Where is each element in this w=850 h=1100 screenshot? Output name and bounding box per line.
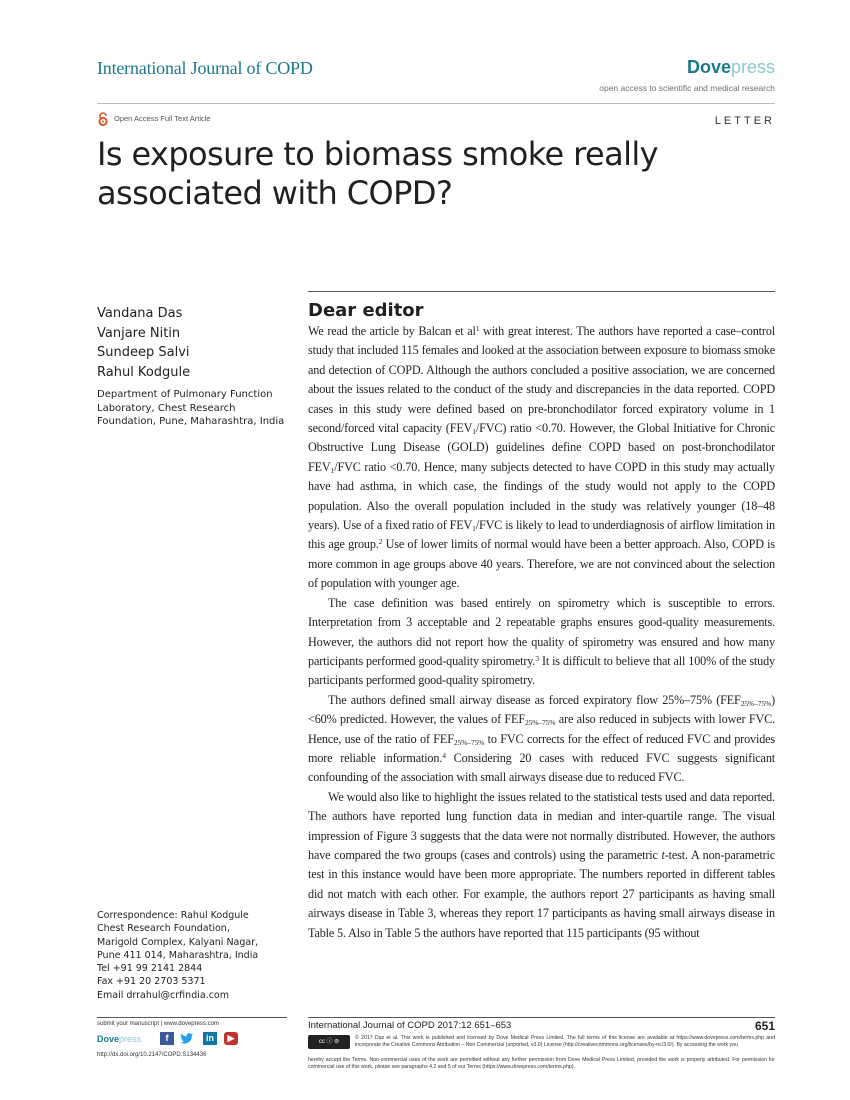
submit-manuscript-link[interactable]: submit your manuscript | www.dovepress.com	[97, 1021, 219, 1027]
section-heading: Dear editor	[308, 300, 424, 321]
publisher-logo[interactable]	[687, 57, 775, 78]
open-access-lock-icon	[97, 112, 109, 126]
license-text: © 2017 Das et al. This work is published and licensed by Dove Medical Press Limited. The full terms of this license are available at https://www.dovepress.com/terms.php and incorporate the Creative Commons Attribution – Non Commercial (unported, v3.0) License (http://creativecommons.org/licenses/by-nc/3.0/). By accessing the work you	[355, 1035, 775, 1049]
reference-link[interactable]: 1	[475, 324, 480, 334]
letter-body	[308, 322, 775, 943]
body-paragraph: The authors defined small airway disease as forced expiratory flow 25%–75% $(FEF_{25\%-75\%}) <60\%$ predicted. However, the values of $FEF_{25\%-75\%}$ are also reduced in subjects with lower FVC. Hence, use of the ratio of $FEF_{25\%-75\%}$ to FVC corrects for the effect of reduced FVC and provides more reliable information.$^4$ Considering 20 cases with reduced FVC suggests significant confounding of the association with small airways disease due to reduced FVC.	[308, 692, 776, 785]
correspondence-line: Marigold Complex, Kalyani Nagar,	[97, 936, 259, 948]
journal-name[interactable]: International Journal of COPD	[97, 58, 313, 78]
journal-citation: International Journal of COPD 2017:12 651–653	[308, 1020, 512, 1031]
author-name: Rahul Kodgule	[97, 364, 191, 380]
facebook-icon[interactable]: f	[160, 1032, 174, 1045]
reference-link[interactable]: 2	[378, 537, 383, 547]
author-name: Vandana Das	[97, 306, 183, 321]
correspondence-email[interactable]: Email drrahul@crfindia.com	[97, 989, 229, 1001]
article-title: Is exposure to biomass smoke really associated with COPD?	[97, 135, 659, 212]
reference-link[interactable]: 3	[535, 654, 539, 664]
correspondence-line: Pune 411 014, Maharashtra, India	[97, 949, 259, 961]
body-paragraph: The case definition was based entirely on spirometry which is susceptible to errors. Interpretation from 3 acceptable and 2 repeatable graphs ensures good-quality measurements. However, the authors did not report how the quality of spirometry was ensured and how many participants performed good-quality spirometry.$^3$ It is difficult to believe that all 100% of the study participants performed good-quality spirometry.	[308, 595, 775, 688]
article-type: LETTER	[714, 115, 775, 127]
publisher-tagline: open access to scientific and medical research	[599, 83, 775, 93]
correspondence-line: Chest Research Foundation,	[97, 923, 230, 935]
youtube-icon[interactable]: ▶	[224, 1032, 238, 1045]
doi-link[interactable]: http://dx.doi.org/10.2147/COPD.S134436	[97, 1052, 207, 1058]
twitter-icon[interactable]	[180, 1032, 194, 1045]
license-text-continued: hereby accept the Terms. Non-commercial uses of the work are permitted without any further permission from Dove Medical Press Limited, provided the work is properly attributed. For permission for commercial use of this work, please see paragraphs 4.2 and 5 of our Terms (https://www.dovepress.com/terms.php).	[308, 1057, 775, 1071]
reference-link[interactable]: 4	[442, 751, 446, 761]
correspondence-heading: Correspondence: Rahul Kodgule	[97, 910, 249, 921]
body-paragraph: We read the article by Balcan et $al^1$ with great interest. The authors have reported a case–control study that included 115 females and looked at the association between exposure to biomass smoke and detection of COPD. Although the authors concluded a positive association, we are concerned about the issues related to the conduct of the study and discrepancies in the data reported. COPD cases in this study were defined based on pre-bronchodilator forced expiratory volume in 1 second/forced vital capacity $(FEV_1/FVC)$ ratio <0.70. However, the Global Initiative for Chronic Obstructive Lung Disease (GOLD) guidelines define COPD based on post-bronchodilator $FEV_1$/FVC ratio <0.70. Hence, many subjects detected to have COPD in this study may actually have had asthma, in which case, the findings of the study would not apply to the COPD population. Also the overall population included in the study was relatively younger (18–48 years). Use of a fixed ratio of $FEV_1$/FVC is likely to lead to underdiagnosis of airflow limitation in this age group.$^2$ Use of lower limits of normal would have been a better approach. Also, COPD is more common in age groups above 40 years. Therefore, we are not convinced about the selection of population with younger age.	[308, 324, 776, 591]
footer-right-divider	[308, 1017, 775, 1018]
author-name: Vanjare Nitin	[97, 325, 181, 341]
footer-left-divider	[97, 1017, 287, 1018]
publisher-logo-main: Dove	[686, 57, 731, 77]
correspondence-phone: Tel +91 99 2141 2844	[97, 963, 203, 975]
header-divider	[97, 103, 775, 104]
footer-publisher-logo[interactable]: Dovepress	[97, 1034, 142, 1044]
publisher-logo-accent: press	[730, 57, 775, 77]
body-top-divider	[308, 291, 775, 292]
author-list	[97, 304, 190, 382]
creative-commons-badge[interactable]: cc ⓘ ⊜	[308, 1035, 350, 1049]
open-access-label: Open Access Full Text Article	[114, 114, 211, 123]
page-number: 651	[754, 1019, 775, 1033]
author-affiliation: Department of Pulmonary Function Laboratory, Chest Research Foundation, Pune, Maharashtra, India	[97, 389, 285, 427]
body-paragraph: We would also like to highlight the issues related to the statistical tests used and data reported. The authors have reported lung function data in median and inter-quartile range. The visual impression of Figure 3 suggests that the data were not normally distributed. However, the authors have compared the two groups (cases and controls) using the parametric t-test. A non-parametric test in this instance would have been more appropriate. The numbers reported in different tables did not match with each other. For example, the authors report 27 participants as having small airways disease in Table 3, whereas they report 17 participants as having small airways disease in Table 5. Also in Table 5 the authors have reported that 115 participants (95 without	[308, 789, 775, 940]
linkedin-icon[interactable]: in	[203, 1032, 217, 1045]
correspondence-fax: Fax +91 20 2703 5371	[97, 976, 206, 988]
correspondence-block	[97, 909, 287, 1002]
author-name: Sundeep Salvi	[97, 345, 190, 360]
